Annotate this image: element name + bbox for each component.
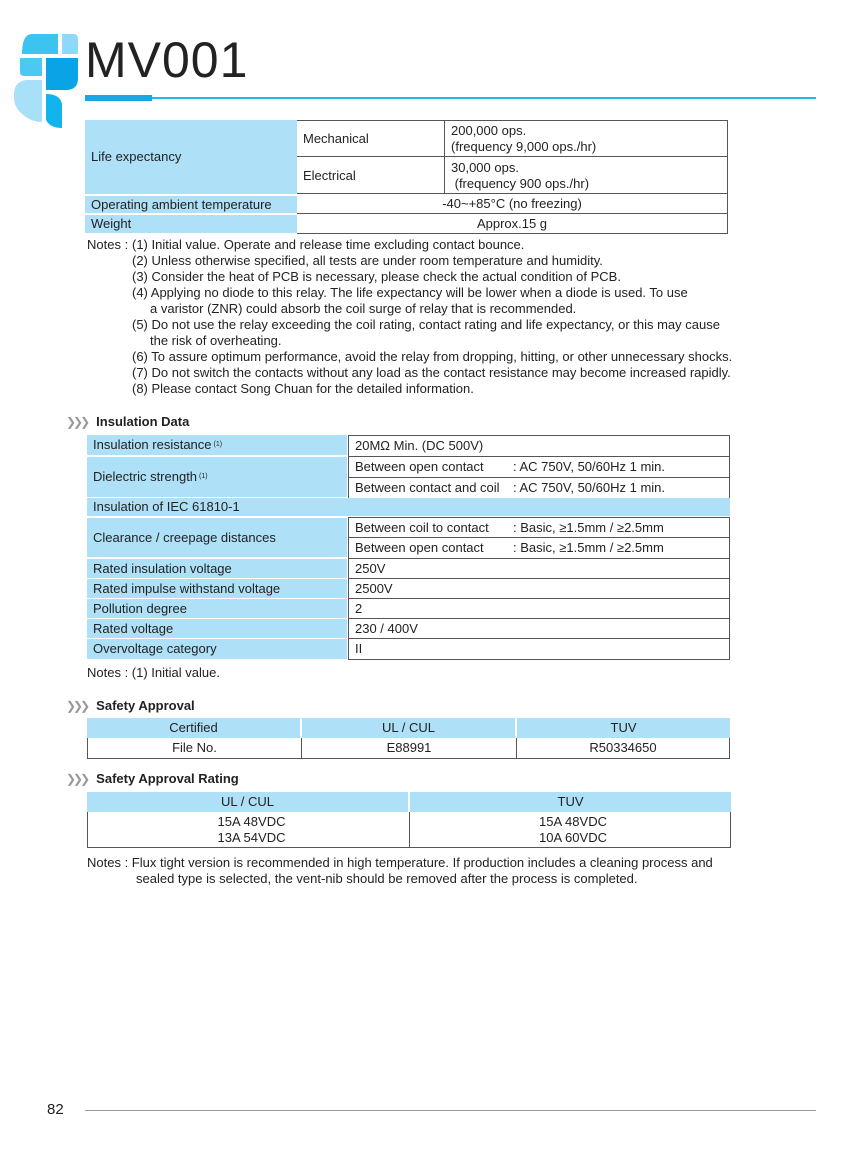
label-text: Dielectric strength xyxy=(93,469,198,484)
rated-insulation-voltage-value: 250V xyxy=(348,558,730,578)
note-1: (1) Initial value. Operate and release time excluding contact bounce. xyxy=(132,237,525,252)
clearance-row-name: Between coil to contact xyxy=(355,519,489,535)
note-3: (3) Consider the heat of PCB is necessary, please check the actual condition of PCB. xyxy=(132,269,621,284)
electrical-label: Electrical xyxy=(303,167,356,183)
note-4: (4) Applying no diode to this relay. The life expectancy will be lower when a diode is used. To use xyxy=(132,285,688,300)
header-divider xyxy=(85,97,816,99)
dielectric-strength-label xyxy=(87,457,347,497)
notes-line-1: Notes : Flux tight version is recommended in high temperature. If production includes a cleaning process and xyxy=(87,855,713,870)
section-title: Insulation Data xyxy=(96,414,190,429)
header-tuv: TUV xyxy=(410,792,731,812)
insulation-notes: Notes : (1) Initial value. xyxy=(87,665,220,680)
pollution-degree-value: 2 xyxy=(348,598,730,618)
section-title: Safety Approval xyxy=(96,698,195,713)
dielectric-row-value: : AC 750V, 50/60Hz 1 min. xyxy=(513,459,666,474)
footer-divider xyxy=(85,1110,816,1111)
mechanical-label: Mechanical xyxy=(297,120,445,157)
mechanical-value xyxy=(444,120,728,157)
footnote-ref: (1) xyxy=(199,473,208,480)
mechanical-value-line2: (frequency 9,000 ops./hr) xyxy=(451,139,597,154)
note-5: (5) Do not use the relay exceeding the coil rating, contact rating and life expectancy, or this may cause xyxy=(132,317,720,332)
triple-chevron-icon: ❯❯❯ xyxy=(66,771,88,786)
header-tuv: TUV xyxy=(517,718,730,738)
label-text: Insulation resistance xyxy=(93,437,212,452)
iec-61810-label: Insulation of IEC 61810-1 xyxy=(87,498,730,516)
footnote-ref: (1) xyxy=(213,441,223,448)
overvoltage-category-value: II xyxy=(348,638,730,660)
ul-cul-ratings xyxy=(87,812,409,848)
file-no-label: File No. xyxy=(87,738,301,759)
electrical-value xyxy=(444,156,728,194)
notes-prefix: Notes : xyxy=(87,237,129,252)
section-insulation-data xyxy=(66,414,189,429)
note-8: (8) Please contact Song Chuan for the detailed information. xyxy=(132,381,474,396)
header-accent-bar xyxy=(85,95,152,101)
life-expectancy-label: Life expectancy xyxy=(85,120,297,194)
section-safety-approval xyxy=(66,698,195,713)
song-chuan-logo-icon xyxy=(10,32,80,130)
temperature-value: -40~+85°C (no freezing) xyxy=(297,193,728,213)
rating-value: 13A 54VDC xyxy=(217,829,286,845)
mechanical-value-line1: 200,000 ops. xyxy=(451,123,527,138)
insulation-resistance-value: 20MΩ Min. (DC 500V) xyxy=(348,435,730,456)
rated-voltage-label: Rated voltage xyxy=(87,619,347,638)
dielectric-row-name: Between contact and coil xyxy=(355,480,500,495)
rated-impulse-voltage-value: 2500V xyxy=(348,578,730,598)
electrical-value-line2: (frequency 900 ops./hr) xyxy=(451,175,590,191)
clearance-row-value: : Basic, ≥1.5mm / ≥2.5mm xyxy=(513,519,664,535)
file-no-ul-cul: E88991 xyxy=(301,738,516,759)
rated-impulse-voltage-label: Rated impulse withstand voltage xyxy=(87,579,347,598)
rating-value: 15A 48VDC xyxy=(539,813,607,829)
page-number: 82 xyxy=(47,1101,64,1118)
temperature-label: Operating ambient temperature xyxy=(85,194,297,213)
dielectric-row-value: : AC 750V, 50/60Hz 1 min. xyxy=(513,480,666,495)
header-ul-cul: UL / CUL xyxy=(302,718,515,738)
weight-label: Weight xyxy=(85,213,297,233)
dielectric-row-name: Between open contact xyxy=(355,459,484,474)
pollution-degree-label: Pollution degree xyxy=(87,599,347,618)
note-7: (7) Do not switch the contacts without any load as the contact resistance may become increased rapidly. xyxy=(132,365,731,380)
dielectric-row xyxy=(348,456,730,477)
section-title: Safety Approval Rating xyxy=(96,771,239,786)
note-5-cont: the risk of overheating. xyxy=(150,333,282,348)
rating-value: 15A 48VDC xyxy=(217,813,286,829)
triple-chevron-icon: ❯❯❯ xyxy=(66,414,88,429)
note-2: (2) Unless otherwise specified, all tests are under room temperature and humidity. xyxy=(132,253,603,268)
rated-voltage-value: 230 / 400V xyxy=(348,618,730,638)
insulation-resistance-label xyxy=(87,435,347,455)
weight-value: Approx.15 g xyxy=(297,213,728,234)
note-6: (6) To assure optimum performance, avoid the relay from dropping, hitting, or other unnecessary shocks. xyxy=(132,349,733,364)
clearance-row-name: Between open contact xyxy=(355,540,484,555)
clearance-row-value: : Basic, ≥1.5mm / ≥2.5mm xyxy=(513,540,664,555)
tuv-ratings xyxy=(409,812,731,848)
clearance-row xyxy=(348,517,730,537)
header-certified: Certified xyxy=(87,718,300,738)
note-4-cont: a varistor (ZNR) could absorb the coil surge of relay that is recommended. xyxy=(150,301,577,316)
page-title: MV001 xyxy=(85,32,249,88)
clearance-creepage-label: Clearance / creepage distances xyxy=(87,518,347,557)
rating-value: 10A 60VDC xyxy=(539,829,607,845)
header-ul-cul: UL / CUL xyxy=(87,792,408,812)
file-no-tuv: R50334650 xyxy=(516,738,730,759)
clearance-row xyxy=(348,537,730,558)
triple-chevron-icon: ❯❯❯ xyxy=(66,698,88,713)
electrical-value-line1: 30,000 ops. xyxy=(451,159,519,175)
section-safety-approval-rating xyxy=(66,771,239,786)
dielectric-row xyxy=(348,477,730,498)
rated-insulation-voltage-label: Rated insulation voltage xyxy=(87,559,347,578)
notes-line-2: sealed type is selected, the vent-nib should be removed after the process is completed. xyxy=(136,871,638,886)
overvoltage-category-label: Overvoltage category xyxy=(87,639,347,659)
